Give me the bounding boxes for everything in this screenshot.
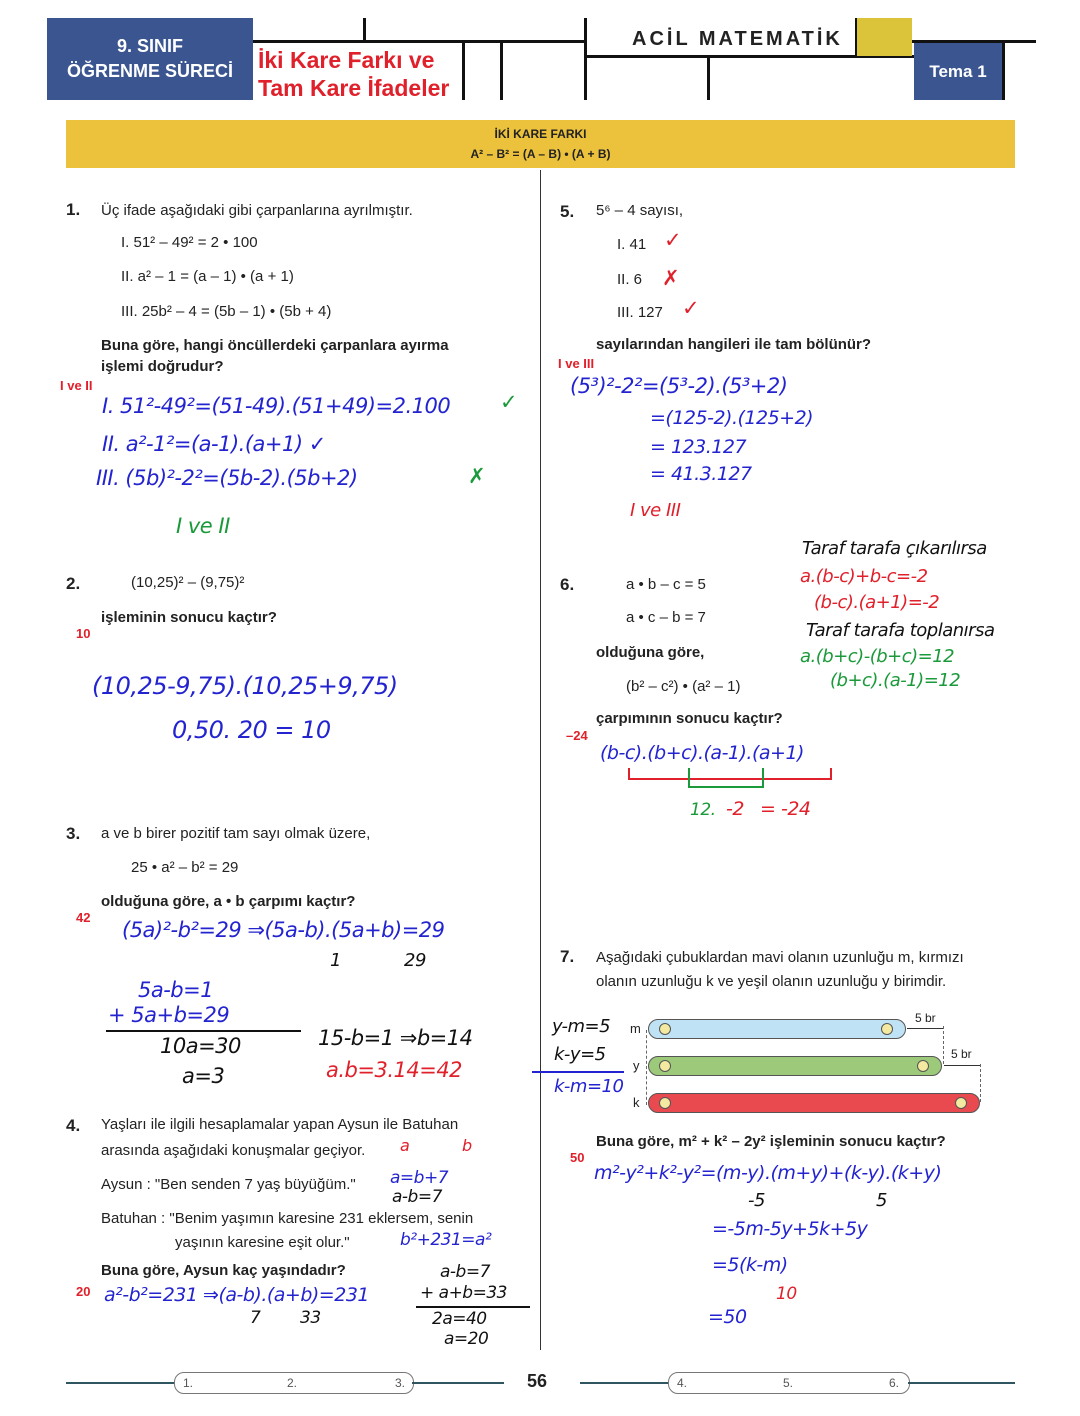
q7-question: Buna göre, m² + k² – 2y² işleminin sonucu kaçtır? bbox=[596, 1133, 946, 1150]
q5-question: sayılarından hangileri ile tam bölünür? bbox=[596, 336, 872, 353]
handwriting: 12. bbox=[690, 800, 716, 820]
check-icon: ✓ bbox=[500, 390, 518, 414]
rod-label-k: k bbox=[633, 1095, 640, 1110]
red-rod bbox=[648, 1093, 980, 1113]
handwriting: m²-y²+k²-y²=(m-y).(m+y)+(k-y).(k+y) bbox=[594, 1162, 942, 1184]
q2-expression: (10,25)² – (9,75)² bbox=[131, 574, 245, 591]
q3-answer: 42 bbox=[76, 910, 91, 925]
handwriting: (5a)²-b²=29 ⇒(5a-b).(5a+b)=29 bbox=[122, 918, 445, 942]
grade-box bbox=[47, 18, 253, 100]
handwriting: a-b=7 bbox=[392, 1187, 442, 1207]
q1-question: işlemi doğrudur? bbox=[101, 358, 224, 375]
q4-batuhan-quote: yaşının karesine eşit olur." bbox=[175, 1234, 350, 1251]
q5-answer: I ve III bbox=[558, 356, 595, 371]
handwriting: = 41.3.127 bbox=[650, 463, 752, 485]
footer-q-6[interactable]: 6. bbox=[889, 1376, 900, 1390]
handwriting: III. (5b)²-2²=(5b-2).(5b+2) bbox=[96, 466, 358, 490]
q5-item: II. 6 bbox=[617, 271, 643, 288]
q2-question: işleminin sonucu kaçtır? bbox=[101, 609, 277, 626]
handwriting: Taraf tarafa toplanırsa bbox=[806, 620, 995, 641]
q6-expression: (b² – c²) • (a² – 1) bbox=[626, 678, 741, 695]
q6-answer: –24 bbox=[566, 728, 588, 743]
q4-batuhan-quote: Batuhan : "Benim yaşımın karesine 231 eklersem, senin bbox=[101, 1210, 474, 1227]
handwriting: + 5a+b=29 bbox=[108, 1003, 230, 1027]
yellow-square bbox=[857, 18, 912, 56]
handwriting: k-y=5 bbox=[554, 1044, 606, 1065]
q5-text: 5⁶ – 4 sayısı, bbox=[596, 202, 684, 219]
q1-number: 1. bbox=[66, 200, 81, 219]
grade-label: 9. SINIF bbox=[116, 36, 183, 56]
handwriting: a=b+7 bbox=[390, 1168, 449, 1188]
handwriting: 33 bbox=[300, 1308, 321, 1328]
handwriting: I. 51²-49²=(51-49).(51+49)=2.100 bbox=[102, 394, 451, 418]
handwriting: a=20 bbox=[444, 1329, 489, 1349]
page-title bbox=[258, 46, 449, 102]
q4-answer: 20 bbox=[76, 1284, 91, 1299]
q2-number: 2. bbox=[66, 574, 81, 593]
handwriting: 15-b=1 ⇒b=14 bbox=[318, 1026, 473, 1050]
handwriting: 7 bbox=[250, 1308, 261, 1328]
handwriting: (b-c).(a+1)=-2 bbox=[814, 592, 940, 613]
cross-icon: ✗ bbox=[468, 464, 486, 488]
handwriting: II. a²-1²=(a-1).(a+1) ✓ bbox=[102, 432, 326, 456]
handwriting: =-5m-5y+5k+5y bbox=[712, 1218, 868, 1240]
q2-answer: 10 bbox=[76, 626, 91, 641]
handwriting: y-m=5 bbox=[552, 1016, 611, 1037]
handwriting: 1 bbox=[330, 950, 341, 971]
q6-equation: a • c – b = 7 bbox=[626, 609, 706, 626]
footer-nav-left bbox=[174, 1372, 414, 1394]
footer-q-1[interactable]: 1. bbox=[183, 1376, 194, 1390]
q5-item: I. 41 bbox=[617, 236, 647, 253]
handwriting: 29 bbox=[404, 950, 426, 971]
q1-item: II. a² – 1 = (a – 1) • (a + 1) bbox=[121, 268, 294, 285]
handwriting: a.b=3.14=42 bbox=[326, 1058, 463, 1082]
q5-item: III. 127 bbox=[617, 304, 663, 321]
page-number: 56 bbox=[527, 1371, 548, 1391]
q3-text: a ve b birer pozitif tam sayı olmak üzere, bbox=[101, 825, 371, 842]
column-divider bbox=[540, 170, 541, 1350]
q3-equation: 25 • a² – b² = 29 bbox=[131, 859, 239, 876]
check-icon: ✓ bbox=[682, 296, 700, 320]
handwriting: a²-b²=231 ⇒(a-b).(a+b)=231 bbox=[104, 1284, 369, 1306]
handwriting: 10a=30 bbox=[160, 1034, 241, 1058]
q1-answer: I ve II bbox=[60, 378, 93, 393]
handwriting: =50 bbox=[708, 1306, 747, 1328]
handwriting: a.(b+c)-(b+c)=12 bbox=[800, 646, 955, 667]
title-line-1: İki Kare Farkı ve bbox=[258, 47, 435, 73]
q7-number: 7. bbox=[560, 947, 575, 966]
q6-question: çarpımının sonucu kaçtır? bbox=[596, 710, 783, 727]
handwriting: -2 bbox=[726, 798, 744, 820]
handwriting: a.(b-c)+b-c=-2 bbox=[800, 566, 928, 587]
handwriting: a-b=7 bbox=[440, 1262, 490, 1282]
formula-banner bbox=[66, 120, 1015, 168]
q7-answer: 50 bbox=[570, 1150, 585, 1165]
handwriting: 5 bbox=[876, 1190, 887, 1211]
footer-nav-right bbox=[668, 1372, 910, 1394]
q7-text: olanın uzunluğu k ve yeşil olanın uzunluğu y birimdir. bbox=[596, 973, 947, 990]
handwriting: I ve III bbox=[630, 500, 681, 521]
handwriting: b²+231=a² bbox=[400, 1230, 492, 1250]
q1-question: Buna göre, hangi öncüllerdeki çarpanlara ayırma bbox=[101, 337, 449, 354]
handwriting: a=3 bbox=[182, 1064, 225, 1088]
handwriting: = 123.127 bbox=[650, 436, 747, 458]
handwriting: 5a-b=1 bbox=[138, 978, 214, 1002]
rod-label-m: m bbox=[630, 1021, 641, 1036]
rod-label-y: y bbox=[633, 1058, 640, 1073]
check-icon: ✓ bbox=[664, 228, 682, 252]
q3-number: 3. bbox=[66, 824, 81, 843]
handwriting: 2a=40 bbox=[432, 1309, 487, 1329]
footer-q-4[interactable]: 4. bbox=[677, 1376, 688, 1390]
q1-text: Üç ifade aşağıdaki gibi çarpanlarına ayrılmıştır. bbox=[101, 202, 413, 219]
q4-question: Buna göre, Aysun kaç yaşındadır? bbox=[101, 1262, 346, 1279]
handwriting: I ve II bbox=[176, 514, 230, 538]
bracket-green bbox=[688, 768, 764, 788]
handwriting: a bbox=[400, 1136, 410, 1155]
process-label: ÖĞRENME SÜRECİ bbox=[66, 61, 234, 81]
handwriting: Taraf tarafa çıkarılırsa bbox=[802, 538, 987, 559]
q1-item: III. 25b² – 4 = (5b – 1) • (5b + 4) bbox=[121, 303, 332, 320]
q6-given: olduğuna göre, bbox=[596, 644, 705, 661]
q1-item: I. 51² – 49² = 2 • 100 bbox=[121, 234, 258, 251]
handwriting: (b-c).(b+c).(a-1).(a+1) bbox=[600, 742, 804, 764]
handwriting: + a+b=33 bbox=[420, 1283, 507, 1303]
handwriting: k-m=10 bbox=[554, 1076, 624, 1097]
q4-text: arasında aşağıdaki konuşmalar geçiyor. bbox=[101, 1142, 366, 1159]
cross-icon: ✗ bbox=[662, 266, 680, 290]
q5-number: 5. bbox=[560, 202, 575, 221]
handwriting: b bbox=[462, 1136, 472, 1155]
footer-q-3[interactable]: 3. bbox=[395, 1376, 406, 1390]
banner-formula: A² – B² = (A – B) • (A + B) bbox=[470, 147, 611, 161]
q6-number: 6. bbox=[560, 575, 575, 594]
blue-rod bbox=[648, 1019, 906, 1039]
handwriting: 10 bbox=[776, 1284, 797, 1304]
footer-q-2[interactable]: 2. bbox=[287, 1376, 298, 1390]
gap-label: 5 br bbox=[915, 1011, 936, 1025]
q4-number: 4. bbox=[66, 1116, 81, 1135]
q3-question: olduğuna göre, a • b çarpımı kaçtır? bbox=[101, 893, 356, 910]
handwriting: (5³)²-2²=(5³-2).(5³+2) bbox=[570, 374, 788, 398]
gap-label: 5 br bbox=[951, 1047, 972, 1061]
handwriting: (b+c).(a-1)=12 bbox=[830, 670, 961, 691]
handwriting: = -24 bbox=[760, 798, 811, 820]
theme-badge: Tema 1 bbox=[914, 43, 1002, 100]
footer-q-5[interactable]: 5. bbox=[783, 1376, 794, 1390]
handwriting: -5 bbox=[748, 1190, 765, 1211]
q7-text: Aşağıdaki çubuklardan mavi olanın uzunluğu m, kırmızı bbox=[596, 949, 964, 966]
q4-text: Yaşları ile ilgili hesaplamalar yapan Aysun ile Batuhan bbox=[101, 1116, 459, 1133]
handwriting: (10,25-9,75).(10,25+9,75) bbox=[92, 672, 398, 700]
q4-aysun-quote: Aysun : "Ben senden 7 yaş büyüğüm." bbox=[101, 1176, 356, 1193]
green-rod bbox=[648, 1056, 942, 1076]
brand-logo: ACİL MATEMATİK bbox=[632, 28, 843, 50]
handwriting: =(125-2).(125+2) bbox=[650, 407, 814, 429]
q6-equation: a • b – c = 5 bbox=[626, 576, 706, 593]
banner-title: İKİ KARE FARKI bbox=[494, 127, 587, 141]
handwriting: 0,50. 20 = 10 bbox=[172, 716, 331, 744]
title-line-2: Tam Kare İfadeler bbox=[258, 75, 450, 101]
handwriting: =5(k-m) bbox=[712, 1254, 788, 1276]
